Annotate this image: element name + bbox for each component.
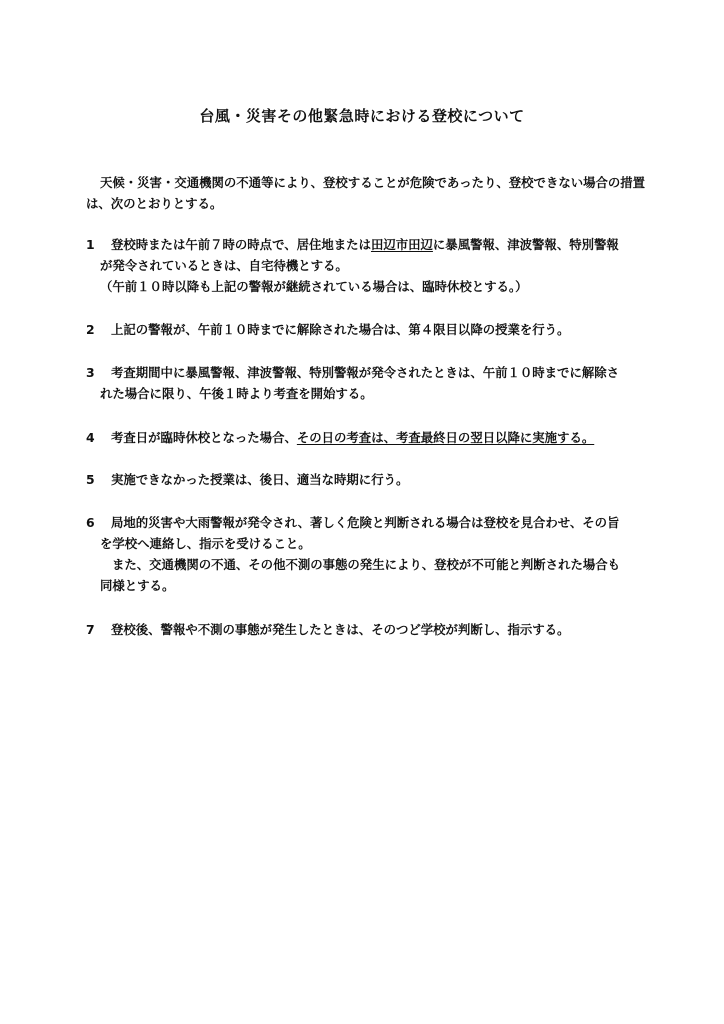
item-2-line-1: 2 上記の警報が、午前１０時までに解除された場合は、第４限目以降の授業を行う。 (86, 319, 656, 340)
item-4-line-1: 4 考査日が臨時休校となった場合、その日の考査は、考査最終日の翌日以降に実施する。 (86, 427, 656, 448)
item-1-line-2: が発令されているときは、自宅待機とする。 (100, 258, 348, 273)
intro-paragraph: 天候・災害・交通機関の不通等により、登校することが危険であったり、登校できない場合の措置は、次のとおりとする。 (86, 175, 646, 211)
item-6-line-1: 6 局地的災害や大雨警報が発令され、著しく危険と判断される場合は登校を見合わせ、その旨 (86, 512, 656, 533)
item-number: 5 (86, 472, 95, 487)
item-6-line-4: 同様とする。 (100, 578, 175, 593)
list-item-6 (86, 512, 656, 596)
item-number: 7 (86, 622, 95, 637)
item-6-line-2: を学校へ連絡し、指示を受けること。 (100, 536, 311, 551)
item-5-line-1: 5 実施できなかった授業は、後日、適当な時期に行う。 (86, 469, 656, 490)
list-item-2 (86, 319, 656, 340)
item-1-note: （午前１０時以降も上記の警報が継続されている場合は、臨時休校とする。） (100, 279, 528, 294)
item-1-line-1: 1 登校時または午前７時の時点で、居住地または田辺市田辺に暴風警報、津波警報、特別警報 (86, 234, 656, 255)
list-item-1 (86, 234, 656, 297)
item-3-line-1: 3 考査期間中に暴風警報、津波警報、特別警報が発令されたときは、午前１０時までに解除さ (86, 362, 656, 383)
list-item-3 (86, 362, 656, 404)
item-number: 4 (86, 430, 95, 445)
list-item-4 (86, 427, 656, 448)
location-underlined: 田辺市田辺 (370, 237, 433, 252)
item-number: 1 (86, 237, 95, 252)
list-item-5 (86, 469, 656, 490)
item-number: 3 (86, 365, 95, 380)
item-6-line-3: また、交通機関の不通、その他不測の事態の発生により、登校が不可能と判断された場合も (112, 557, 621, 572)
item-7-line-1: 7 登校後、警報や不測の事態が発生したときは、そのつど学校が判断し、指示する。 (86, 619, 656, 640)
exam-rule-underlined: その日の考査は、考査最終日の翌日以降に実施する。 (296, 430, 595, 445)
list-item-7 (86, 619, 656, 640)
item-number: 6 (86, 515, 95, 530)
item-number: 2 (86, 322, 95, 337)
document-title: 台風・災害その他緊急時における登校について (199, 107, 525, 125)
item-3-line-2: れた場合に限り、午後１時より考査を開始する。 (100, 386, 373, 401)
